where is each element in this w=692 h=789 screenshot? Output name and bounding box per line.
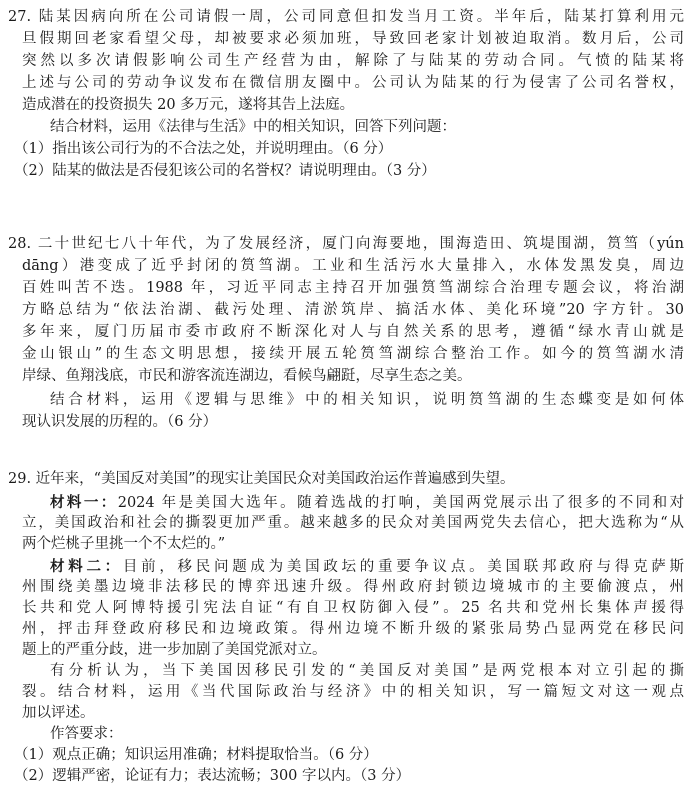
- material-1-label: 材料一：: [50, 494, 118, 511]
- q27-sub-question-2: （2）陆某的做法是否侵犯该公司的名誉权？请说明理由。（3 分）: [14, 163, 436, 179]
- q29-material-1-line-3: 两个烂桃子里挑一个不太烂的。”: [22, 536, 226, 552]
- q29-analysis-line-2: 裂。结合材料，运用《当代国际政治与经济》中的相关知识，写一篇短文对这一观点: [22, 684, 684, 700]
- q29-material-2-line-3: 长共和党人阿博特援引宪法自证“有自卫权防御入侵”。25 名共和党州长集体声援得: [22, 600, 684, 616]
- q28-line-5: 多年来，厦门历届市委市政府不断深化对人与自然关系的思考，遵循“绿水青山就是: [22, 324, 684, 340]
- material-1-text: 2024 年是美国大选年。随着选战的打响，美国两党展示出了很多的不同和对: [117, 495, 684, 511]
- q29-requirement-2: （2）逻辑严密，论证有力；表达流畅；300 字以内。（3 分）: [14, 768, 411, 784]
- q28-line-6: 金山银山”的生态文明思想，接续开展五轮筼筜湖综合整治工作。如今的筼筜湖水清: [22, 346, 684, 362]
- q27-line-1: 27. 陆某因病向所在公司请假一周，公司同意但扣发当月工资。半年后，陆某打算利用元: [8, 9, 684, 25]
- q27-line-5: 造成潜在的投资损失 20 多万元，遂将其告上法庭。: [22, 97, 355, 113]
- q28-instruction-1: 结合材料，运用《逻辑与思维》中的相关知识，说明筼筜湖的生态蝶变是如何体: [50, 392, 684, 408]
- q29-analysis-line-3: 加以评述。: [22, 705, 95, 721]
- q29-material-2-line-4: 州，抨击拜登政府移民和边境政策。得州边境不断升级的紧张局势凸显两党在移民问: [22, 621, 684, 637]
- q29-intro: 29. 近年来，“美国反对美国”的现实让美国民众对美国政治运作普遍感到失望。: [8, 471, 515, 487]
- q28-line-7: 岸绿、鱼翔浅底，市民和游客流连湖边，看候鸟翩跹，尽享生态之美。: [22, 368, 472, 384]
- q27-instruction: 结合材料，运用《法律与生活》中的相关知识，回答下列问题：: [50, 119, 456, 135]
- q27-line-4: 上述与公司的劳动争议发布在微信朋友圈中。公司认为陆某的行为侵害了公司名誉权，: [22, 75, 684, 91]
- q28-line-4: 方略总结为“依法治湖、截污处理、清淤筑岸、搞活水体、美化环境”20 字方针。30: [22, 302, 684, 318]
- q28-line-1: 28. 二十世纪七八十年代，为了发展经济，厦门向海要地，围海造田、筑堤围湖，筼筜（yún: [8, 236, 684, 252]
- q27-line-3: 突然以多次请假影响公司生产经营为由，解除了与陆某的劳动合同。气愤的陆某将: [22, 53, 684, 69]
- q29-requirements-label: 作答要求：: [50, 726, 123, 742]
- q28-instruction-2: 现认识发展的历程的。（6 分）: [22, 414, 218, 430]
- q29-requirement-1: （1）观点正确；知识运用准确；材料提取恰当。（6 分）: [14, 747, 378, 763]
- q29-material-2-line-5: 题上的严重分歧，进一步加剧了美国党派对立。: [22, 642, 327, 658]
- q28-line-2: dāng）港变成了近乎封闭的筼筜湖。工业和生活污水大量排入，水体发黑发臭，周边: [22, 258, 684, 274]
- q27-sub-question-1: （1）指出该公司行为的不合法之处，并说明理由。（6 分）: [14, 141, 393, 157]
- q28-line-3: 百姓叫苦不迭。1988 年，习近平同志主持召开加强筼筜湖综合治理专题会议，将治湖: [22, 280, 684, 296]
- q29-material-1-line-2: 立，美国政治和社会的撕裂更加严重。越来越多的民众对美国两党失去信心，把大选称为“从: [22, 515, 684, 531]
- q27-line-2: 旦假期回老家看望父母，却被要求必须加班，导致回老家计划被迫取消。数月后，公司: [22, 31, 684, 47]
- q29-material-2-line-1: [50, 556, 684, 577]
- q29-material-2-line-2: 州围绕美墨边境非法移民的博弈迅速升级。得州政府封锁边境城市的主要偷渡点，州: [22, 579, 684, 595]
- material-2-text: 目前，移民问题成为美国政坛的重要争议点。美国联邦政府与得克萨斯: [122, 559, 684, 575]
- q29-analysis-line-1: 有分析认为，当下美国因移民引发的“美国反对美国”是两党根本对立引起的撕: [50, 663, 684, 679]
- q29-material-1-line-1: [50, 492, 684, 513]
- material-2-label: 材料二：: [50, 558, 123, 575]
